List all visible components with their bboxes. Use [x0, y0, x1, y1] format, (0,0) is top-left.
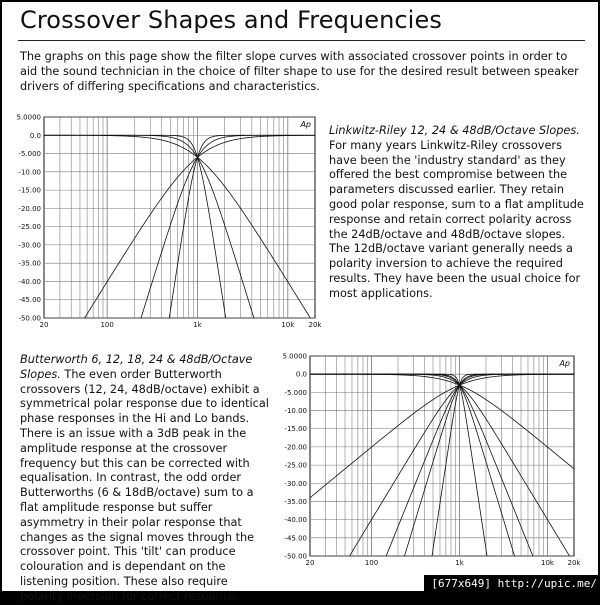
- x-tick-label: 20: [39, 321, 49, 329]
- y-tick-label: -30.00: [18, 241, 41, 250]
- y-tick-label: -25.00: [284, 461, 307, 470]
- y-tick-label: -45.00: [18, 296, 41, 305]
- page-title: Crossover Shapes and Frequencies: [20, 6, 442, 34]
- x-tick-label: 1k: [455, 559, 464, 567]
- y-tick-label: -35.00: [284, 497, 307, 506]
- x-tick-label: 1k: [193, 321, 202, 329]
- x-tick-label: 10k: [281, 321, 295, 329]
- y-tick-label: -5.000: [284, 388, 307, 397]
- intro-paragraph: The graphs on this page show the filter slope curves with associated crossover points in order to aid the sound technician in the choice of filter shape to use for the desired result between speaker drivers of differing specifications and characteristics.: [20, 50, 579, 93]
- audio-precision-watermark: Ap: [559, 359, 570, 368]
- linkwitz-riley-heading: Linkwitz-Riley 12, 24 & 48dB/Octave Slopes.: [329, 124, 580, 137]
- plot-frame: [310, 356, 574, 556]
- y-tick-label: -50.00: [18, 314, 41, 323]
- y-tick-label: -15.00: [18, 186, 41, 195]
- butterworth-body: The even order Butterworth crossovers (12, 24, 48dB/octave) exhibit a symmetrical polar response due to identical phase responses in the Hi and Lo bands. There is an issue with a 3dB peak in the amplitude response at the crossover frequency but this can be corrected with equalisation. In contrast, the odd order Butterworths (6 & 18dB/octave) sum to a flat amplitude response but suffer asymmetry in their polar response that changes as the signal moves through the crossover point. This 'tilt' can produce colouration and is dependant on the listening position. These also require polarity inversion for correct response.: [20, 367, 269, 603]
- y-tick-label: -5.000: [18, 150, 41, 159]
- y-tick-label: 5.0000: [282, 352, 307, 361]
- x-tick-label: 20k: [567, 559, 581, 567]
- y-tick-label: -30.00: [284, 479, 307, 488]
- y-tick-label: -25.00: [18, 223, 41, 232]
- x-tick-label: 100: [100, 321, 114, 329]
- x-tick-label: 100: [364, 559, 379, 567]
- y-tick-label: -35.00: [18, 259, 41, 268]
- y-tick-label: -40.00: [284, 516, 307, 525]
- y-tick-label: 5.0000: [16, 113, 41, 122]
- y-tick-label: -50.00: [284, 552, 307, 561]
- y-tick-label: -45.00: [284, 534, 307, 543]
- butterworth-heading: Butterworth 6, 12, 18, 24 & 48dB/Octave Slopes.: [20, 353, 253, 381]
- x-tick-label: 20: [305, 559, 315, 567]
- linkwitz-riley-graph: [0, 112, 330, 332]
- x-tick-label: 20k: [308, 321, 322, 329]
- title-divider: [18, 40, 585, 41]
- audio-precision-watermark: Ap: [300, 120, 311, 129]
- linkwitz-riley-section: [329, 124, 587, 302]
- y-tick-label: 0.0: [295, 370, 307, 379]
- y-tick-label: -10.00: [18, 168, 41, 177]
- y-tick-label: 0.0: [29, 131, 41, 140]
- butterworth-graph: [270, 348, 600, 568]
- x-tick-label: 10k: [541, 559, 554, 567]
- y-tick-label: -10.00: [284, 407, 307, 416]
- y-tick-label: -20.00: [18, 204, 41, 213]
- linkwitz-riley-body: For many years Linkwitz-Riley crossovers have been the 'industry standard' as they offered the best compromise between the parameters discussed earlier. They retain good polar response, sum to a flat amplitude response and retain correct polarity across the 24dB/octave and 48dB/octave slopes. The 12dB/octave variant generally needs a polarity inversion to achieve the required results. They have been the usual choice for most applications.: [329, 138, 584, 300]
- y-tick-label: -15.00: [284, 425, 307, 434]
- plot-frame: [44, 117, 315, 318]
- y-tick-label: -40.00: [18, 277, 41, 286]
- butterworth-section: [20, 353, 272, 605]
- image-host-banner: [677x649] http://upic.me/: [424, 575, 600, 593]
- y-tick-label: -20.00: [284, 443, 307, 452]
